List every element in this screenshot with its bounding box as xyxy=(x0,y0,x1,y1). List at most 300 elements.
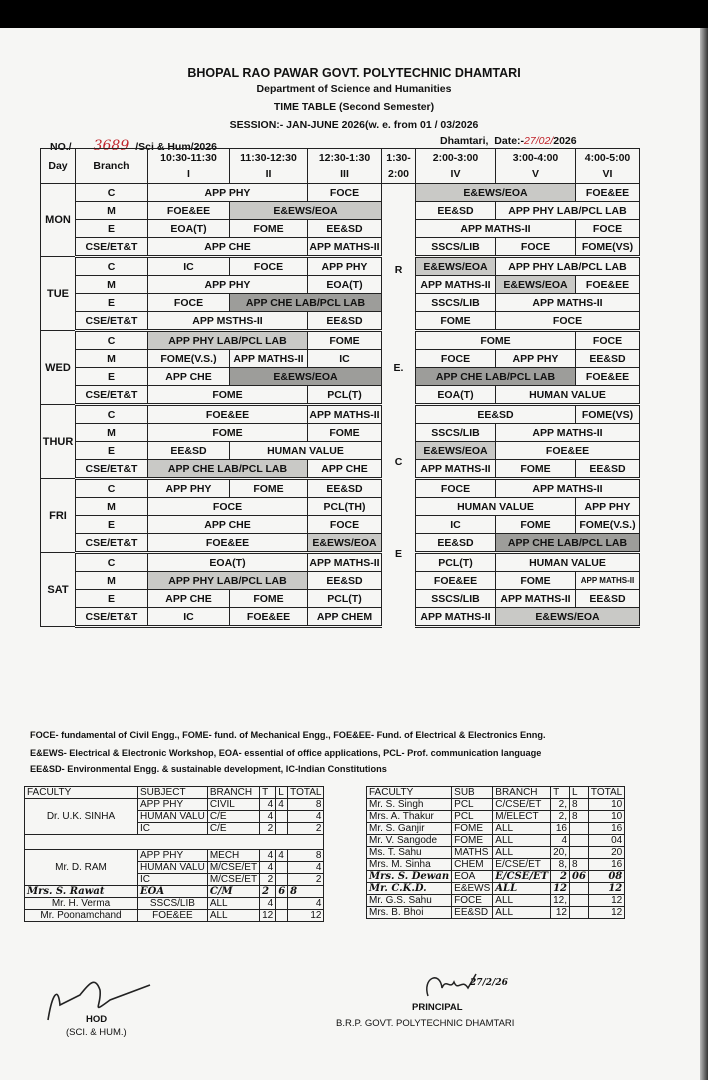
class-cell: E&EWS/EOA xyxy=(496,608,640,627)
timetable-row xyxy=(41,350,640,368)
faculty-t: 16 xyxy=(551,823,570,835)
class-cell: E&EWS/EOA xyxy=(230,202,382,220)
date-label: Date:- xyxy=(494,135,525,147)
class-cell: HUMAN VALUE xyxy=(416,498,576,516)
recess-letter: C xyxy=(394,456,403,468)
class-cell: APP CHE LAB/PCL LAB xyxy=(496,534,640,553)
class-cell: SSCS/LIB xyxy=(416,590,496,608)
recess-letter: R xyxy=(394,264,403,276)
period-time: 1:30- xyxy=(386,152,411,164)
class-cell: APP MATHS-II xyxy=(416,460,496,479)
class-cell: IC xyxy=(148,608,230,627)
period-number: I xyxy=(187,168,190,180)
faculty-name: Mr. H. Verma xyxy=(25,898,138,910)
timetable xyxy=(40,148,640,628)
class-cell: EE&SD xyxy=(308,220,382,238)
faculty-sub: FOME xyxy=(452,835,493,847)
faculty-branch: E/CSE/ET xyxy=(493,859,551,871)
faculty-sub: EE&SD xyxy=(452,907,493,919)
faculty-sub: PCL xyxy=(452,811,493,823)
faculty-header-cell: L xyxy=(276,787,288,799)
header-period xyxy=(382,149,416,184)
class-cell: APP PHY xyxy=(308,257,382,276)
faculty-header-cell: BRANCH xyxy=(493,787,551,799)
class-cell: FOCE xyxy=(308,516,382,534)
faculty-t: 12 xyxy=(551,907,570,919)
class-cell: FOME xyxy=(230,479,308,498)
faculty-row xyxy=(25,799,324,811)
faculty-subject: EOA xyxy=(138,886,208,898)
class-cell: EOA(T) xyxy=(416,386,496,405)
branch-cell: M xyxy=(76,424,148,442)
class-cell: FOCE xyxy=(416,350,496,368)
period-number: II xyxy=(265,168,272,180)
header-period xyxy=(416,149,496,184)
faculty-name: Mrs. S. Dewan xyxy=(367,871,452,883)
class-cell: APP MATHS-II xyxy=(496,424,640,442)
faculty-row xyxy=(367,883,625,895)
class-cell: FOME xyxy=(148,386,308,405)
faculty-name: Mr. V. Sangode xyxy=(367,835,452,847)
branch-cell: E xyxy=(76,220,148,238)
faculty-branch: ALL xyxy=(493,847,551,859)
faculty-header-cell: T xyxy=(551,787,570,799)
branch-cell: C xyxy=(76,553,148,572)
spacer-row xyxy=(25,835,324,850)
class-cell: FOE&EE xyxy=(576,368,640,386)
timetable-row xyxy=(41,442,640,460)
faculty-l: 8 xyxy=(570,811,589,823)
faculty-l: 8 xyxy=(570,859,589,871)
faculty-t: 4 xyxy=(260,862,276,874)
faculty-total: 8 xyxy=(288,886,324,898)
branch-cell: M xyxy=(76,202,148,220)
faculty-header-cell: SUBJECT xyxy=(138,787,208,799)
period-number: V xyxy=(531,168,539,180)
class-cell: FOE&EE xyxy=(576,276,640,294)
faculty-header-cell: TOTAL xyxy=(588,787,624,799)
faculty-l: 8 xyxy=(570,799,589,811)
faculty-name: Ms. T. Sahu xyxy=(367,847,452,859)
class-cell: APP MATHS-II xyxy=(230,350,308,368)
class-cell: EOA(T) xyxy=(308,276,382,294)
period-number: III xyxy=(340,168,349,180)
period-time: 10:30-11:30 xyxy=(160,152,217,164)
faculty-branch: ALL xyxy=(207,898,259,910)
faculty-sub: FOME xyxy=(452,823,493,835)
faculty-row xyxy=(25,910,324,922)
faculty-row xyxy=(367,859,625,871)
faculty-branch: M/CSE/ET xyxy=(207,874,259,886)
faculty-l: 06 xyxy=(570,871,589,883)
faculty-sub: CHEM xyxy=(452,859,493,871)
timetable-row xyxy=(41,424,640,442)
branch-cell: C xyxy=(76,257,148,276)
class-cell: FOME xyxy=(230,220,308,238)
faculty-t: 20, xyxy=(551,847,570,859)
class-cell: EE&SD xyxy=(416,405,576,424)
faculty-t: 2 xyxy=(551,871,570,883)
faculty-total: 16 xyxy=(588,823,624,835)
class-cell: APP PHY xyxy=(576,498,640,516)
faculty-load-table-left xyxy=(24,786,324,922)
faculty-l xyxy=(276,862,288,874)
faculty-subject: APP PHY xyxy=(138,850,208,862)
class-cell: APP MATHS-II xyxy=(308,405,382,424)
day-cell: WED xyxy=(41,331,76,405)
day-cell: MON xyxy=(41,184,76,257)
class-cell: APP CHEM xyxy=(308,608,382,627)
faculty-name: Mr. Poonamchand xyxy=(25,910,138,922)
class-cell: FOME xyxy=(230,590,308,608)
header-branch: Branch xyxy=(76,149,148,184)
class-cell: HUMAN VALUE xyxy=(496,386,640,405)
timetable-row xyxy=(41,184,640,202)
header-period xyxy=(496,149,576,184)
faculty-t: 4 xyxy=(551,835,570,847)
class-cell: FOME xyxy=(148,424,308,442)
faculty-subject: HUMAN VALU xyxy=(138,811,208,823)
class-cell: EOA(T) xyxy=(148,220,230,238)
principal-sign-date: 27/2/26 xyxy=(470,978,508,988)
faculty-branch: ALL xyxy=(493,895,551,907)
class-cell: FOME xyxy=(496,516,576,534)
faculty-row xyxy=(367,895,625,907)
branch-cell: CSE/ET&T xyxy=(76,608,148,627)
class-cell: FOME(V.S.) xyxy=(576,516,640,534)
faculty-branch: ALL xyxy=(493,823,551,835)
class-cell: FOME(VS) xyxy=(576,405,640,424)
day-cell: SAT xyxy=(41,553,76,627)
faculty-l xyxy=(276,910,288,922)
faculty-branch: CIVIL xyxy=(207,799,259,811)
timetable-row xyxy=(41,460,640,479)
class-cell: APP MSTHS-II xyxy=(148,312,308,331)
period-number: IV xyxy=(450,168,461,180)
timetable-row xyxy=(41,294,640,312)
faculty-t: 4 xyxy=(260,850,276,862)
class-cell: SSCS/LIB xyxy=(416,424,496,442)
branch-cell: CSE/ET&T xyxy=(76,312,148,331)
faculty-name: Mr. G.S. Sahu xyxy=(367,895,452,907)
faculty-subject: HUMAN VALU xyxy=(138,862,208,874)
class-cell: APP PHY LAB/PCL LAB xyxy=(496,202,640,220)
faculty-header-row xyxy=(25,787,324,799)
class-cell: APP CHE xyxy=(148,368,230,386)
recess-letter: E. xyxy=(393,362,404,374)
faculty-header-cell: L xyxy=(570,787,589,799)
faculty-l xyxy=(276,811,288,823)
faculty-branch: M/CSE/ET xyxy=(207,862,259,874)
class-cell: FOME xyxy=(308,331,382,350)
branch-cell: E xyxy=(76,368,148,386)
timetable-row xyxy=(41,590,640,608)
spacer xyxy=(25,835,324,850)
hod-title: HOD xyxy=(86,1014,108,1025)
faculty-t: 2 xyxy=(260,874,276,886)
faculty-branch: ALL xyxy=(207,910,259,922)
class-cell: PCL(TH) xyxy=(308,498,382,516)
class-cell: APP CHE LAB/PCL LAB xyxy=(416,368,576,386)
class-cell: FOCE xyxy=(148,294,230,312)
faculty-sub: PCL xyxy=(452,799,493,811)
class-cell: PCL(T) xyxy=(416,553,496,572)
timetable-header-row xyxy=(41,149,640,184)
faculty-header-cell: BRANCH xyxy=(207,787,259,799)
ref-number: 3689 xyxy=(93,138,130,154)
legend-line-2: E&EWS- Electrical & Electronic Workshop, EOA- essential of office applications, PCL- Prof. communication language xyxy=(30,748,542,758)
faculty-branch: C/E xyxy=(207,811,259,823)
class-cell: APP CHE xyxy=(148,590,230,608)
class-cell: FOCE xyxy=(576,331,640,350)
header-period xyxy=(230,149,308,184)
class-cell: FOME xyxy=(308,424,382,442)
faculty-sub: FOCE xyxy=(452,895,493,907)
branch-cell: E xyxy=(76,516,148,534)
class-cell: FOE&EE xyxy=(230,608,308,627)
faculty-l xyxy=(276,874,288,886)
class-cell: EE&SD xyxy=(308,572,382,590)
timetable-row xyxy=(41,257,640,276)
class-cell: EE&SD xyxy=(576,590,640,608)
page-edge-shadow xyxy=(700,28,708,1080)
legend-line-3: EE&SD- Environmental Engg. & sustainable development, IC-Indian Constitutions xyxy=(30,764,387,774)
branch-cell: E xyxy=(76,442,148,460)
timetable-row xyxy=(41,572,640,590)
class-cell: FOCE xyxy=(496,238,576,257)
institute-name: BHOPAL RAO PAWAR GOVT. POLYTECHNIC DHAMTARI xyxy=(187,66,521,80)
timetable-row xyxy=(41,238,640,257)
class-cell: EE&SD xyxy=(416,202,496,220)
class-cell: FOCE xyxy=(308,184,382,202)
class-cell: FOE&EE xyxy=(148,405,308,424)
faculty-sub: EOA xyxy=(452,871,493,883)
faculty-sub: E&EWS xyxy=(452,883,493,895)
class-cell: APP PHY xyxy=(148,184,308,202)
faculty-row-handwritten xyxy=(25,886,324,898)
faculty-branch: ALL xyxy=(493,907,551,919)
ref-prefix: NO./ xyxy=(50,141,72,153)
class-cell: APP PHY LAB/PCL LAB xyxy=(496,257,640,276)
faculty-l: 4 xyxy=(276,799,288,811)
place: Dhamtari, xyxy=(440,135,489,147)
class-cell: APP CHE xyxy=(148,516,308,534)
faculty-name: Mrs. A. Thakur xyxy=(367,811,452,823)
class-cell: FOME xyxy=(496,572,576,590)
class-cell: APP MATHS-II xyxy=(496,479,640,498)
class-cell: FOCE xyxy=(496,312,640,331)
faculty-branch: MECH xyxy=(207,850,259,862)
hod-dept: (SCI. & HUM.) xyxy=(66,1027,127,1038)
faculty-row xyxy=(367,811,625,823)
branch-cell: CSE/ET&T xyxy=(76,460,148,479)
faculty-name: Mrs. S. Rawat xyxy=(25,886,138,898)
faculty-l: 6 xyxy=(276,886,288,898)
faculty-row xyxy=(25,898,324,910)
timetable-row xyxy=(41,386,640,405)
faculty-total: 08 xyxy=(588,871,624,883)
date-line xyxy=(440,135,577,147)
class-cell: APP MATHS-II xyxy=(496,294,640,312)
class-cell: APP PHY LAB/PCL LAB xyxy=(148,572,308,590)
class-cell: APP CHE xyxy=(148,238,308,257)
period-number: 2:00 xyxy=(387,168,409,180)
faculty-l xyxy=(570,847,589,859)
class-cell: APP CHE LAB/PCL LAB xyxy=(230,294,382,312)
class-cell: SSCS/LIB xyxy=(416,294,496,312)
faculty-total: 20 xyxy=(588,847,624,859)
timetable-row xyxy=(41,331,640,350)
faculty-sub: MATHS xyxy=(452,847,493,859)
faculty-l xyxy=(570,907,589,919)
faculty-header-cell: SUB xyxy=(452,787,493,799)
class-cell: FOCE xyxy=(576,220,640,238)
faculty-header-cell: TOTAL xyxy=(288,787,324,799)
branch-cell: C xyxy=(76,479,148,498)
timetable-row xyxy=(41,534,640,553)
class-cell: FOE&EE xyxy=(416,572,496,590)
branch-cell: M xyxy=(76,350,148,368)
faculty-total: 12 xyxy=(588,895,624,907)
class-cell: E&EWS/EOA xyxy=(416,184,576,202)
faculty-total: 4 xyxy=(288,862,324,874)
timetable-row xyxy=(41,202,640,220)
branch-cell: C xyxy=(76,184,148,202)
faculty-t: 4 xyxy=(260,811,276,823)
class-cell: EE&SD xyxy=(148,442,230,460)
class-cell: APP PHY LAB/PCL LAB xyxy=(148,331,308,350)
department-name: Department of Science and Humanities xyxy=(256,83,452,95)
date-handwritten: 27/02/ xyxy=(524,135,554,147)
timetable-row xyxy=(41,553,640,572)
class-cell: FOME(V.S.) xyxy=(148,350,230,368)
class-cell: E&EWS/EOA xyxy=(416,257,496,276)
class-cell: HUMAN VALUE xyxy=(496,553,640,572)
faculty-l xyxy=(570,895,589,907)
faculty-load-table-right xyxy=(366,786,625,919)
class-cell: APP MATHS-II xyxy=(308,238,382,257)
class-cell: FOE&EE xyxy=(496,442,640,460)
faculty-row xyxy=(367,799,625,811)
class-cell: APP PHY xyxy=(148,479,230,498)
class-cell: FOCE xyxy=(416,479,496,498)
class-cell: HUMAN VALUE xyxy=(230,442,382,460)
period-time: 12:30-1:30 xyxy=(318,152,371,164)
faculty-name: Dr. U.K. SINHA xyxy=(25,799,138,835)
faculty-t: 4 xyxy=(260,898,276,910)
faculty-subject: FOE&EE xyxy=(138,910,208,922)
class-cell: APP MATHS-II xyxy=(496,590,576,608)
class-cell: APP MATHS-II xyxy=(576,572,640,590)
class-cell: APP MATHS-II xyxy=(416,608,496,627)
period-number: VI xyxy=(602,168,613,180)
faculty-name: Mrs. M. Sinha xyxy=(367,859,452,871)
faculty-branch: ALL xyxy=(493,883,551,895)
faculty-header-cell: FACULTY xyxy=(367,787,452,799)
class-cell: FOCE xyxy=(230,257,308,276)
faculty-l xyxy=(570,835,589,847)
faculty-name: Mrs. B. Bhoi xyxy=(367,907,452,919)
principal-org: B.R.P. GOVT. POLYTECHNIC DHAMTARI xyxy=(336,1018,515,1029)
faculty-total: 12 xyxy=(588,907,624,919)
branch-cell: CSE/ET&T xyxy=(76,238,148,257)
faculty-branch: ALL xyxy=(493,835,551,847)
class-cell: IC xyxy=(308,350,382,368)
faculty-row xyxy=(25,850,324,862)
recess-letter: E xyxy=(394,548,402,560)
timetable-row xyxy=(41,608,640,627)
date-year: 2026 xyxy=(553,135,577,147)
class-cell: PCL(T) xyxy=(308,386,382,405)
class-cell: FOE&EE xyxy=(576,184,640,202)
faculty-row xyxy=(367,871,625,883)
branch-cell: CSE/ET&T xyxy=(76,386,148,405)
class-cell: APP PHY xyxy=(148,276,308,294)
class-cell: FOME(VS) xyxy=(576,238,640,257)
class-cell: E&EWS/EOA xyxy=(496,276,576,294)
branch-cell: M xyxy=(76,572,148,590)
faculty-branch: C/CSE/ET xyxy=(493,799,551,811)
faculty-branch: C/E xyxy=(207,823,259,835)
timetable-row xyxy=(41,220,640,238)
class-cell: EE&SD xyxy=(576,460,640,479)
recess-column xyxy=(382,184,416,627)
faculty-row xyxy=(367,823,625,835)
faculty-total: 4 xyxy=(288,811,324,823)
branch-cell: E xyxy=(76,590,148,608)
faculty-total: 12 xyxy=(288,910,324,922)
faculty-t: 12 xyxy=(551,883,570,895)
class-cell: APP MATHS-II xyxy=(416,220,576,238)
class-cell: SSCS/LIB xyxy=(416,238,496,257)
period-time: 3:00-4:00 xyxy=(512,152,559,164)
faculty-t: 2, xyxy=(551,811,570,823)
branch-cell: E xyxy=(76,294,148,312)
timetable-row xyxy=(41,368,640,386)
timetable-row xyxy=(41,479,640,498)
class-cell: FOE&EE xyxy=(148,534,308,553)
period-time: 2:00-3:00 xyxy=(432,152,479,164)
session-line: SESSION:- JAN-JUNE 2026(w. e. from 01 / 03/2026 xyxy=(229,119,479,131)
period-time: 11:30-12:30 xyxy=(240,152,297,164)
day-cell: TUE xyxy=(41,257,76,331)
faculty-t: 12 xyxy=(260,910,276,922)
faculty-total: 4 xyxy=(288,898,324,910)
class-cell: APP CHE xyxy=(308,460,382,479)
timetable-row xyxy=(41,276,640,294)
faculty-l xyxy=(276,823,288,835)
class-cell: E&EWS/EOA xyxy=(230,368,382,386)
ref-suffix: /Sci & Hum/2026 xyxy=(135,141,217,153)
branch-cell: M xyxy=(76,498,148,516)
class-cell: APP MATHS-II xyxy=(416,276,496,294)
faculty-subject: SSCS/LIB xyxy=(138,898,208,910)
faculty-total: 10 xyxy=(588,799,624,811)
faculty-name: Mr. S. Ganjir xyxy=(367,823,452,835)
faculty-name: Mr. D. RAM xyxy=(25,850,138,886)
class-cell: E&EWS/EOA xyxy=(308,534,382,553)
faculty-row xyxy=(367,907,625,919)
class-cell: FOME xyxy=(416,312,496,331)
faculty-total: 04 xyxy=(588,835,624,847)
period-time: 4:00-5:00 xyxy=(584,152,631,164)
faculty-total: 12 xyxy=(588,883,624,895)
faculty-name: Mr. C.K.D. xyxy=(367,883,452,895)
faculty-branch: M/ELECT xyxy=(493,811,551,823)
day-cell: FRI xyxy=(41,479,76,553)
class-cell: E&EWS/EOA xyxy=(416,442,496,460)
branch-cell: C xyxy=(76,405,148,424)
